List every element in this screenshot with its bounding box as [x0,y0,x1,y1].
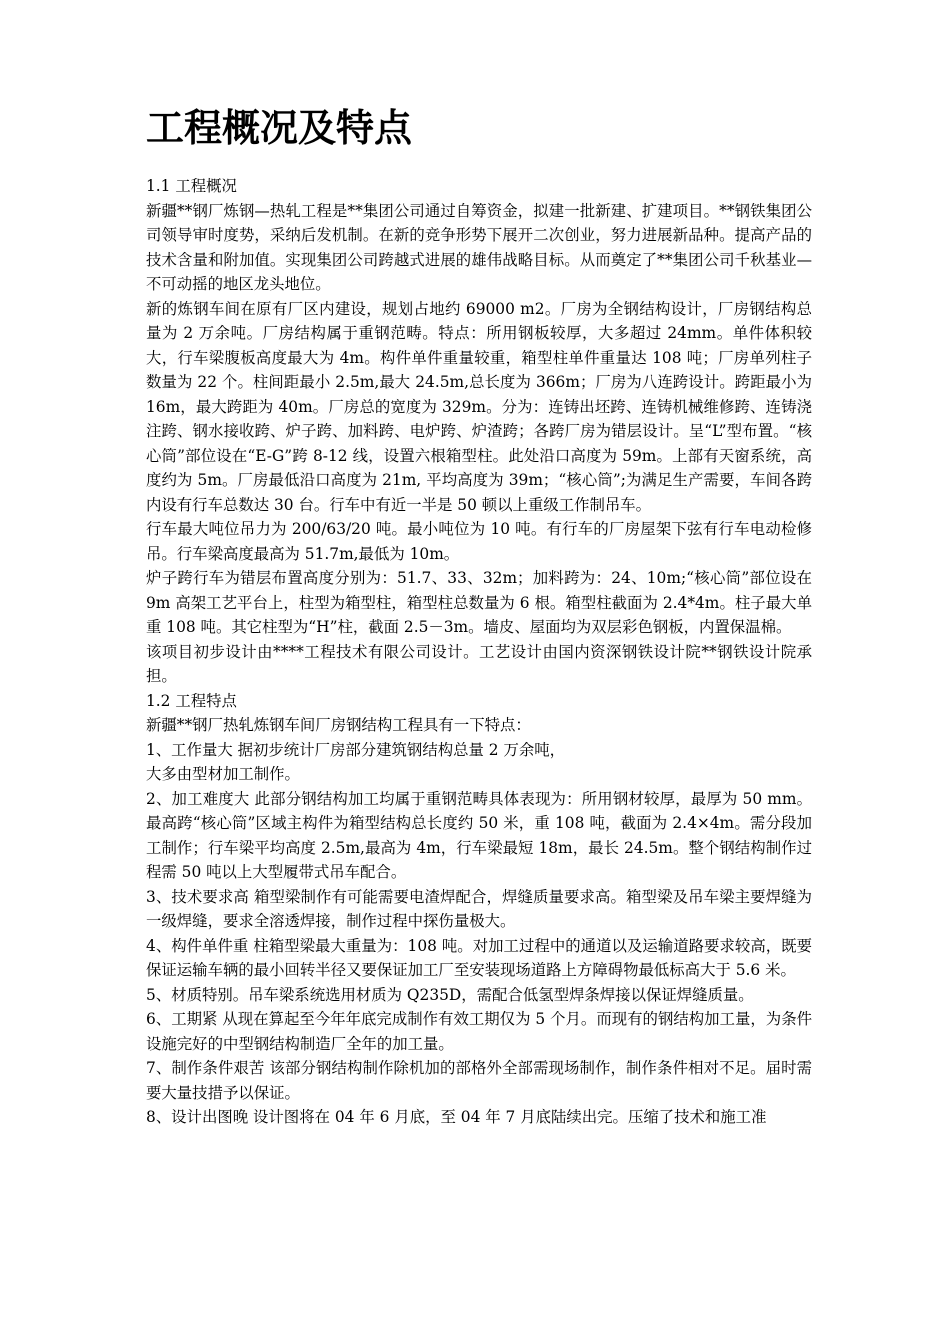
list-item: 2、加工难度大 此部分钢结构加工均属于重钢范畴具体表现为：所用钢材较厚，最厚为 50 mm。最高跨“核心筒”区域主构件为箱型结构总长度约 50 米，重 108 吨，截面为 2.4×4m。需分段加工制作；行车梁平均高度 2.5m,最高为 4m，行车梁最短 18m，最长 24.5m。整个钢结构制作过程需 50 吨以上大型履带式吊车配合。 [146,789,812,881]
section-heading-1-2: 1.2 工程特点 [146,691,237,710]
paragraph: 新疆**钢厂炼钢—热轧工程是**集团公司通过自筹资金，拟建一批新建、扩建项目。**钢铁集团公司领导审时度势，采纳后发机制。在新的竞争形势下展开二次创业，努力进展新品种。提高产品的技术含量和附加值。实现集团公司跨越式进展的雄伟战略目标。从而奠定了**集团公司千秋基业—不可动摇的地区龙头地位。 [146,201,812,293]
paragraph: 大多由型材加工制作。 [146,765,300,783]
list-item: 4、构件单件重 柱箱型梁最大重量为：108 吨。对加工过程中的通道以及运输道路要求较高，既要保证运输车辆的最小回转半径又要保证加工厂至安装现场道路上方障碍物最低标高大于 5.6 米。 [146,936,812,979]
list-item: 3、技术要求高 箱型梁制作有可能需要电渣焊配合，焊缝质量要求高。箱型梁及吊车梁主要焊缝为一级焊缝，要求全溶透焊接，制作过程中探伤量极大。 [146,887,812,930]
paragraph: 新的炼钢车间在原有厂区内建设，规划占地约 69000 m2。厂房为全钢结构设计，厂房钢结构总量为 2 万余吨。厂房结构属于重钢范畴。特点：所用钢板较厚，大多超过 24mm。单件体积较大，行车梁腹板高度最大为 4m。构件单件重量较重，箱型柱单件重量达 108 吨；厂房单列柱子数量为 22 个。柱间距最小 2.5m,最大 24.5m,总长度为 366m；厂房为八连跨设计。跨距最小为 16m，最大跨距为 40m。厂房总的宽度为 329m。分为：连铸出坯跨、连铸机械维修跨、连铸浇注跨、钢水接收跨、炉子跨、加料跨、电炉跨、炉渣跨；各跨厂房为错层设计。呈“L”型布置。“核心筒”部位设在“E-G”跨 8-12 线，设置六根箱型柱。此处沿口高度为 59m。上部有天窗系统，高度约为 5m。厂房最低沿口高度为 21m, 平均高度为 39m；“核心筒”;为满足生产需要，车间各跨内设有行车总数达 30 台。行车中有近一半是 50 顿以上重级工作制吊车。 [146,299,812,514]
list-item: 7、制作条件艰苦 该部分钢结构制作除机加的部格外全部需现场制作，制作条件相对不足。届时需要大量技措予以保证。 [146,1059,812,1102]
paragraph: 行车最大吨位吊力为 200/63/20 吨。最小吨位为 10 吨。有行车的厂房屋架下弦有行车电动检修吊。行车梁高度最高为 51.7m,最低为 10m。 [146,520,812,563]
paragraph: 该项目初步设计由****工程技术有限公司设计。工艺设计由国内资深钢铁设计院**钢铁设计院承担。 [146,642,812,685]
paragraph: 新疆**钢厂热轧炼钢车间厂房钢结构工程具有一下特点： [146,716,531,734]
list-item: 6、工期紧 从现在算起至今年年底完成制作有效工期仅为 5 个月。而现有的钢结构加工量，为条件设施完好的中型钢结构制造厂全年的加工量。 [146,1010,812,1053]
list-item: 1、工作量大 据初步统计厂房部分建筑钢结构总量 2 万余吨， [146,740,566,759]
list-item: 5、材质特别。吊车梁系统选用材质为 Q235D，需配合低氢型焊条焊接以保证焊缝质量。 [146,985,754,1004]
document-body [146,174,812,1130]
list-item: 8、设计出图晚 设计图将在 04 年 6 月底，至 04 年 7 月底陆续出完。压缩了技术和施工准 [146,1108,767,1126]
paragraph: 炉子跨行车为错层布置高度分别为：51.7、33、32m；加料跨为：24、10m;“核心筒”部位设在 9m 高架工艺平台上，柱型为箱型柱，箱型柱总数量为 6 根。箱型柱截面为 2.4*4m。柱子最大单重 108 吨。其它柱型为“H”柱，截面 2.5－3m。墙皮、屋面均为双层彩色钢板，内置保温棉。 [146,569,812,636]
section-heading-1-1: 1.1 工程概况 [146,177,237,195]
page-title: 工程概况及特点 [146,105,413,150]
